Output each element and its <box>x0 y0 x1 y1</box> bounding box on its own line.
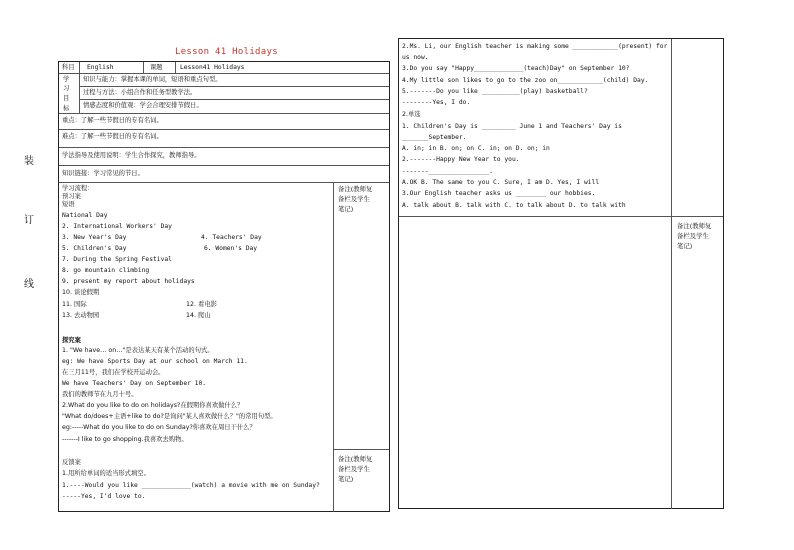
explore-line: eg: We have Sports Day at our school on March 11. <box>62 358 248 365</box>
lesson-title: Lesson 41 Holidays <box>175 47 278 57</box>
goal-knowledge: 知识与能力：掌握本课的单词，短语和重点句型。 <box>83 76 222 83</box>
exercise-line: 3.Do you say "Happy_____________(teach)Day" on September 10? <box>402 65 630 72</box>
explore-line: 2.What do you like to do on holidays?在假期你喜欢做什么？ <box>62 402 244 409</box>
explore-line: We have Teachers' Day on September 10. <box>62 380 207 387</box>
difficult-point: 难点：了解一些节假日的专有名词。 <box>62 133 163 140</box>
goals-label-2: 习 <box>63 85 70 92</box>
exercise-line: A.OK B. The same to you C. Sure, I am D. Yes, I will <box>402 179 600 186</box>
explore-line: eg:-----What do you like to do on Sunday?你喜欢在周日干什么？ <box>62 424 256 431</box>
subject-label: 科目 <box>62 64 75 71</box>
binding-mark-2: 订 <box>24 215 34 226</box>
remark-1-line-3: 笔记) <box>338 205 354 213</box>
feedback-line: 1.用所给单词的适当形式填空。 <box>62 470 150 477</box>
feedback-heading: 反馈案 <box>62 459 81 466</box>
lesson-plan-table <box>58 61 390 512</box>
subject-value: English <box>87 64 114 71</box>
remark-3-line-1: 备注(教师复 <box>677 222 712 230</box>
exercise-line: A. in; in B. on; on C. in; on D. on; in <box>402 145 550 152</box>
binding-mark-3: 线 <box>24 279 34 290</box>
remark-2-line-2: 备栏及学生 <box>338 465 370 473</box>
explore-line: "What do/does+主语+like to do?是询问"某人喜欢做什么？"的常用句型。 <box>62 413 277 420</box>
feedback-line: 1.----Would you like _____________(watch) a movie with me on Sunday? <box>62 482 320 489</box>
goal-process: 过程与方法：小组合作和任务型教学法。 <box>83 89 197 96</box>
exercise-line: 4.My little son likes to go to the zoo on____________(child) Day. <box>402 77 649 84</box>
exercise-line: 3.Our English teacher asks us ________ our hobbies. <box>402 190 596 197</box>
exercise-line: A. talk about B. talk with C. to talk about D. to talk with <box>402 202 626 209</box>
phrase-item: 12. 看电影 <box>186 301 217 308</box>
remark-3-line-3: 笔记) <box>677 242 693 250</box>
phrase-item: 9. present my report about holidays <box>62 278 195 285</box>
knowledge-link: 知识链接：学习常见的节日。 <box>62 170 144 177</box>
explore-line: 我们的教师节在九月十号。 <box>62 391 138 398</box>
phrase-item: 11. 国际 <box>62 301 87 308</box>
goals-label-1: 学 <box>63 76 70 83</box>
remark-1-line-1: 备注(教师复 <box>338 185 373 193</box>
topic-value: Lesson41 Holidays <box>180 64 245 71</box>
exercise-line: 2.Ms. Li, our English teacher is making some ____________(present) for <box>402 43 668 50</box>
exercise-line: 1. Children's Day is _________ June 1 and Teachers' Day is <box>402 123 622 130</box>
explore-line: 在三月11号，我们在学校开运动会。 <box>62 369 165 376</box>
explore-heading: 探究案 <box>62 337 81 344</box>
exercise-line: --------Yes, I do. <box>402 99 471 106</box>
phrase-heading: 短语 <box>62 201 75 208</box>
goals-label-4: 标 <box>63 105 70 112</box>
phrase-item: National Day <box>62 212 108 219</box>
study-method: 学法指导及使用说明：学生合作探究，教师指导。 <box>62 152 201 159</box>
exercise-line: 5.-------Do you like __________(play) basketball? <box>402 88 588 95</box>
remark-2-line-3: 笔记) <box>338 475 354 483</box>
key-point: 重点：了解一些节假日的专有名词。 <box>62 117 163 124</box>
remark-2-line-1: 备注(教师复 <box>338 455 373 463</box>
phrase-item: 2. International Workers' Day <box>62 223 172 230</box>
exercise-table <box>398 38 724 509</box>
phrase-item: 14. 爬山 <box>186 312 211 319</box>
goals-label-3: 目 <box>63 95 70 102</box>
exercise-line: -------________________. <box>402 168 493 175</box>
remark-3-line-2: 备栏及学生 <box>677 232 709 240</box>
exercise-line: 2.-------Happy New Year to you. <box>402 156 520 163</box>
goal-emotion: 情感态度和价值观：学会合理安排节假日。 <box>83 102 203 109</box>
phrase-item: 7. During the Spring Festival <box>62 256 172 263</box>
phrase-item: 10. 谈论假期 <box>62 289 100 296</box>
explore-line: 1. "We have… on…"是表达某天有某个活动的句式。 <box>62 347 214 354</box>
remark-1-line-2: 备栏及学生 <box>338 195 370 203</box>
phrase-item: 13. 去动物园 <box>62 312 100 319</box>
feedback-line: -----Yes, I'd love to. <box>62 493 146 500</box>
phrase-item: 5. Children's Day <box>62 245 127 252</box>
exercise-line: _______September. <box>402 134 467 141</box>
preview-heading: 预习案 <box>62 193 81 200</box>
exercise-line: 2.单选 <box>402 111 421 118</box>
exercise-line: us now. <box>402 54 429 61</box>
phrase-item: 8. go mountain climbing <box>62 267 150 274</box>
topic-label: 课题 <box>150 64 163 71</box>
phrase-item: 4. Teachers' Day <box>201 234 262 241</box>
phrase-item: 6. Women's Day <box>204 245 258 252</box>
binding-mark-1: 装 <box>24 156 34 167</box>
explore-line: -------I like to go shopping.我喜欢去购物。 <box>62 436 188 443</box>
phrase-item: 3. New Year's Day <box>62 234 127 241</box>
process-heading: 学习流程： <box>62 185 94 192</box>
